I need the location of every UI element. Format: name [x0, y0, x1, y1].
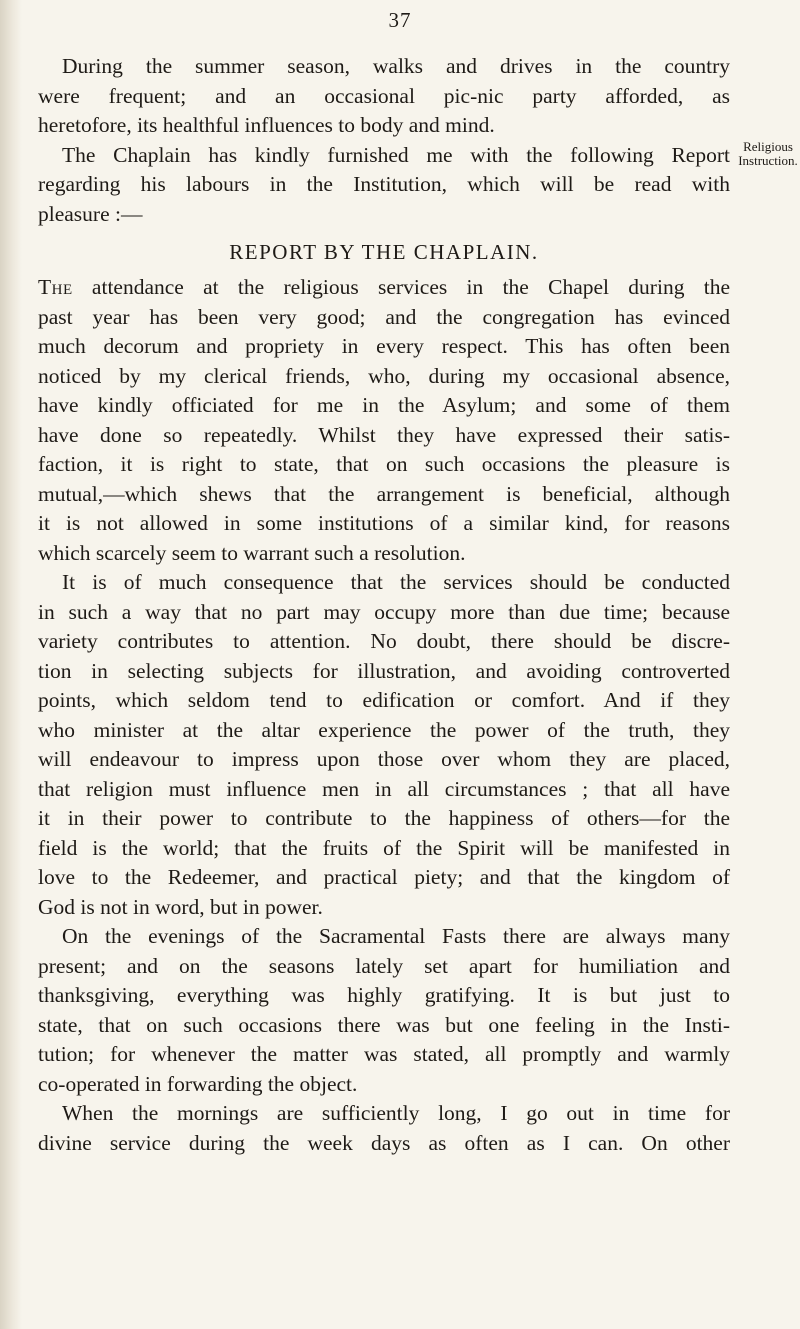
text-line: that religion must influence men in all circumstances ; that all have — [38, 776, 730, 801]
text-line: During the summer season, walks and drives in the country — [62, 54, 730, 78]
text-line: tion in selecting subjects for illustration, and avoiding controverted — [38, 658, 730, 683]
text-line: faction, it is right to state, that on such occasions the pleasure is — [38, 452, 730, 476]
text-line: divine service during the week days as often as I can. On other — [38, 1130, 730, 1155]
report-first-word: The — [38, 275, 73, 299]
text-line-rest: attendance at the religious services in the Chapel during the — [72, 275, 730, 299]
text-line: co-operated in forwarding the object. — [38, 1071, 358, 1096]
text-line: thanksgiving, everything was highly gratifying. It is but just to — [38, 983, 730, 1007]
text-line: field is the world; that the fruits of the Spirit will be manifested in — [38, 835, 730, 860]
text-line: pleasure :— — [38, 201, 143, 226]
text-line — [38, 273, 730, 303]
text-line: it in their power to contribute to the happiness of others—for the — [38, 806, 730, 830]
text-line: have kindly officiated for me in the Asylum; and some of them — [38, 393, 730, 417]
text-line: God is not in word, but in power. — [38, 894, 323, 919]
text-line: were frequent; and an occasional pic-nic party afforded, as — [38, 83, 730, 108]
margin-note-line-2: Instruction. — [738, 153, 798, 168]
text-line: mutual,—which shews that the arrangement is beneficial, although — [38, 481, 730, 506]
text-line: will endeavour to impress upon those over whom they are placed, — [38, 747, 730, 771]
text-line: much decorum and propriety in every respect. This has often been — [38, 334, 730, 358]
text-line: which scarcely seem to warrant such a resolution. — [38, 540, 466, 565]
text-line: variety contributes to attention. No doubt, there should be discre- — [38, 629, 730, 653]
text-line: tution; for whenever the matter was stated, all promptly and warmly — [38, 1042, 730, 1066]
text-line: noticed by my clerical friends, who, during my occasional absence, — [38, 363, 730, 388]
text-line: state, that on such occasions there was but one feeling in the Insti- — [38, 1012, 730, 1037]
text-line: past year has been very good; and the congregation has evinced — [38, 304, 730, 329]
text-line: heretofore, its healthful influences to body and mind. — [38, 113, 495, 137]
text-line: points, which seldom tend to edification or comfort. And if they — [38, 688, 730, 712]
margin-note-line-1: Religious — [743, 139, 793, 154]
section-heading: REPORT BY THE CHAPLAIN. — [229, 240, 539, 264]
text-line: who minister at the altar experience the power of the truth, they — [38, 717, 730, 742]
text-line: It is of much consequence that the services should be conducted — [62, 570, 730, 594]
text-line: regarding his labours in the Institution, which will be read with — [38, 172, 730, 196]
text-line: On the evenings of the Sacramental Fasts there are always many — [62, 924, 730, 948]
text-line: in such a way that no part may occupy more than due time; because — [38, 599, 730, 624]
binding-gutter — [0, 0, 22, 1329]
margin-note — [736, 140, 800, 168]
body-text — [38, 52, 730, 1158]
text-line: The Chaplain has kindly furnished me with the following Report — [62, 142, 730, 167]
text-line: have done so repeatedly. Whilst they have expressed their satis- — [38, 422, 730, 447]
text-line: it is not allowed in some institutions of a similar kind, for reasons — [38, 511, 730, 535]
text-line: love to the Redeemer, and practical piety; and that the kingdom of — [38, 865, 730, 889]
text-line: When the mornings are sufficiently long, I go out in time for — [62, 1101, 730, 1125]
page-number: 37 — [388, 8, 412, 32]
text-line: present; and on the seasons lately set apart for humiliation and — [38, 953, 730, 978]
